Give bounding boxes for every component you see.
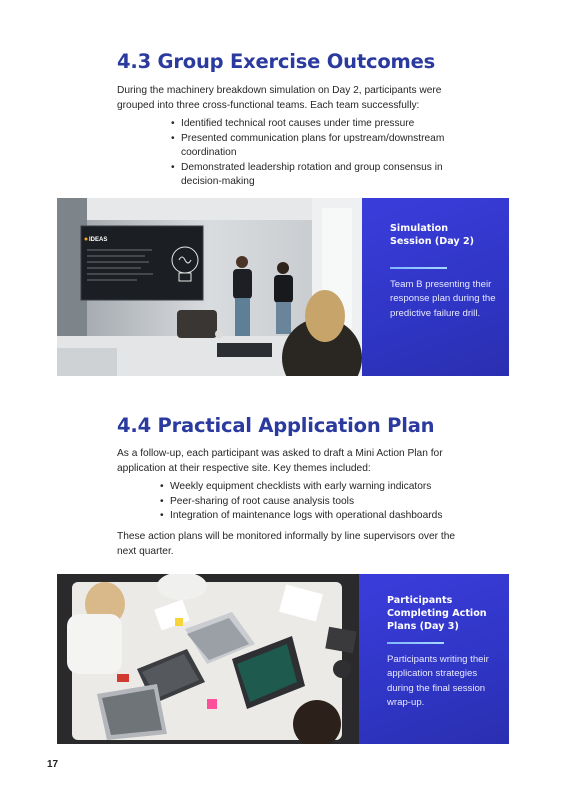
section-4-3-bullet-list (171, 117, 471, 190)
banner-title: Participants Completing Action Plans (Day 3) (387, 595, 487, 632)
screen-ideas-text: IDEAS (89, 237, 108, 243)
list-item: • Peer-sharing of root cause analysis tools (160, 495, 480, 510)
presentation-photo (57, 198, 362, 376)
workshop-table-photo (57, 574, 362, 744)
banner-caption: Team B presenting their response plan during the predictive failure drill. (390, 279, 496, 319)
banner-caption: Participants writing their application strategies during the final session wrap-up. (387, 654, 489, 708)
banner-accent-bar (387, 642, 444, 644)
page-number: 17 (47, 759, 59, 770)
simulation-session-panel (362, 198, 509, 376)
section-4-4-intro: As a follow-up, each participant was asked to draft a Mini Action Plan for application at their respective site. Key themes included: (117, 448, 443, 474)
list-item: • Demonstrated leadership rotation and group consensus in decision-making (171, 161, 471, 190)
section-heading-4-4: 4.4 Practical Application Plan (117, 414, 435, 437)
section-4-4-bullet-list (160, 480, 480, 524)
list-item: • Presented communication plans for upstream/downstream coordination (171, 132, 471, 161)
section-heading-4-3: 4.3 Group Exercise Outcomes (117, 50, 436, 73)
banner-accent-bar (390, 267, 447, 269)
banner-title: Simulation Session (Day 2) (390, 223, 475, 247)
list-item: • Identified technical root causes under time pressure (171, 117, 471, 132)
action-plans-panel (359, 574, 509, 744)
simulation-session-banner (57, 198, 509, 376)
list-item: • Integration of maintenance logs with operational dashboards (160, 509, 480, 524)
section-4-4-closing: These action plans will be monitored informally by line supervisors over the next quarter. (117, 531, 456, 557)
action-plans-banner (57, 574, 509, 744)
section-4-3-intro: During the machinery breakdown simulation on Day 2, participants were grouped into three cross-functional teams. Each team successfully: (117, 85, 442, 111)
list-item: • Weekly equipment checklists with early warning indicators (160, 480, 480, 495)
